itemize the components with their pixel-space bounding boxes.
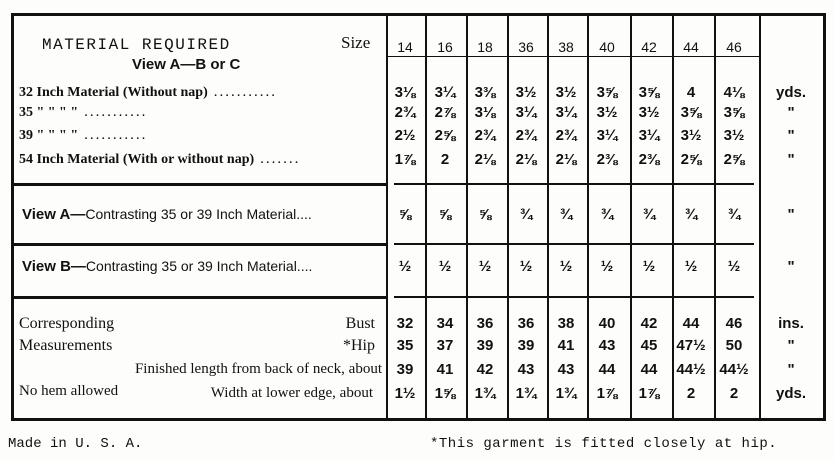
size-header-cell: 18 <box>477 39 493 55</box>
size-header-cell: 14 <box>397 39 413 55</box>
yardage-cell: 3½ <box>723 127 745 144</box>
measurement-cell: 44 <box>598 361 616 378</box>
view-a-text: Contrasting 35 or 39 Inch Material.... <box>85 206 312 222</box>
view-b-cell: ½ <box>519 258 533 275</box>
view-a-cell: ¾ <box>684 206 698 223</box>
material-row-label <box>19 85 277 100</box>
measurement-cell: 1¾ <box>555 385 577 402</box>
measurement-cell: 1⅞ <box>638 385 660 402</box>
measurement-cell: 44 <box>682 315 700 332</box>
column-divider <box>507 16 509 418</box>
unit-cell: yds. <box>775 385 806 402</box>
yardage-cell: 2¾ <box>474 127 496 144</box>
measurement-cell: 1¾ <box>515 385 537 402</box>
view-b-cell: ½ <box>642 258 656 275</box>
yardage-cell: 3½ <box>596 104 618 121</box>
unit-cell: " <box>787 127 795 144</box>
measurement-cell: 50 <box>725 337 743 354</box>
material-row-text: 39 " " " " <box>19 128 79 143</box>
leader-dots: ........... <box>84 127 148 143</box>
view-abc-heading: View A—B or C <box>132 56 241 73</box>
measurement-cell: 1⅞ <box>596 385 618 402</box>
view-a-cell: ¾ <box>642 206 656 223</box>
yardage-cell: 2⅝ <box>434 127 456 144</box>
material-row-text: 54 Inch Material (With or without nap) <box>19 152 255 167</box>
yardage-cell: 3⅛ <box>474 104 496 121</box>
unit-cell: " <box>787 104 795 121</box>
measurement-cell: 37 <box>436 337 454 354</box>
column-divider <box>425 16 427 418</box>
unit-cell: " <box>787 337 795 354</box>
yardage-cell: 2⅞ <box>434 104 456 121</box>
view-b-cell: ½ <box>727 258 741 275</box>
view-b-cell: ½ <box>684 258 698 275</box>
view-a-cell: ⅝ <box>478 206 492 223</box>
measurement-cell: 36 <box>476 315 494 332</box>
yardage-cell: 2⅝ <box>723 151 745 168</box>
view-b-cell: ½ <box>478 258 492 275</box>
yardage-cell: 2⅜ <box>638 151 660 168</box>
made-in-note: Made in U. S. A. <box>8 436 143 452</box>
yardage-cell: 3½ <box>638 104 660 121</box>
size-header-cell: 44 <box>683 39 699 55</box>
table-title: MATERIAL REQUIRED <box>42 36 231 54</box>
yardage-cell: 3⅛ <box>394 84 416 101</box>
measurement-cell: 42 <box>476 361 494 378</box>
yardage-cell: 3⅝ <box>596 84 618 101</box>
column-divider <box>714 16 716 418</box>
view-b-heading: View B— <box>22 258 86 275</box>
yardage-cell: 2⅜ <box>596 151 618 168</box>
measurement-label: Bust <box>345 315 375 332</box>
yardage-cell: 2 <box>440 151 450 168</box>
yardage-cell: 3¼ <box>434 84 456 101</box>
yardage-cell: 3¼ <box>555 104 577 121</box>
measurement-cell: 1½ <box>394 385 416 402</box>
fit-note: *This garment is fitted closely at hip. <box>430 436 778 452</box>
measurement-cell: 41 <box>557 337 575 354</box>
material-row-text: 32 Inch Material (Without nap) <box>19 85 208 100</box>
section-divider <box>394 243 754 245</box>
yardage-cell: 2⅝ <box>680 151 702 168</box>
yardage-cell: 3¼ <box>596 127 618 144</box>
unit-cell: " <box>787 361 795 378</box>
size-header-cell: 40 <box>599 39 615 55</box>
measurement-cell: 39 <box>476 337 494 354</box>
view-a-heading: View A— <box>22 206 86 223</box>
view-b-cell: ½ <box>438 258 452 275</box>
measurement-cell: 34 <box>436 315 454 332</box>
measurement-cell: 1⅝ <box>434 385 456 402</box>
yardage-cell: 3½ <box>555 84 577 101</box>
measurement-cell: 40 <box>598 315 616 332</box>
measurement-cell: 1¾ <box>474 385 496 402</box>
size-header-cell: 38 <box>558 39 574 55</box>
yardage-cell: 4⅛ <box>723 84 745 101</box>
view-a-cell: ⅝ <box>398 206 412 223</box>
column-divider <box>630 16 632 418</box>
view-b-cell: ½ <box>600 258 614 275</box>
material-row-label <box>19 128 147 143</box>
corresponding-label: Corresponding <box>19 315 115 332</box>
measurement-cell: 43 <box>598 337 616 354</box>
material-row-label <box>19 152 300 167</box>
measurement-cell: 39 <box>517 337 535 354</box>
view-a-cell: ¾ <box>727 206 741 223</box>
measurement-cell: 45 <box>640 337 658 354</box>
view-a-cell: ¾ <box>559 206 573 223</box>
measurement-cell: 43 <box>517 361 535 378</box>
leader-dots: ........... <box>84 104 148 120</box>
section-divider <box>14 243 387 246</box>
measurement-cell: 46 <box>725 315 743 332</box>
measurement-cell: 2 <box>686 385 696 402</box>
measurement-cell: 41 <box>436 361 454 378</box>
measurement-cell: 42 <box>640 315 658 332</box>
yardage-cell: 3⅝ <box>638 84 660 101</box>
column-divider <box>547 16 549 418</box>
column-divider <box>759 16 761 418</box>
column-divider <box>386 16 388 418</box>
material-row-text: 35 " " " " <box>19 105 79 120</box>
measurement-cell: 44½ <box>719 361 749 378</box>
size-header-cell: 42 <box>641 39 657 55</box>
measurement-label: *Hip <box>343 337 375 354</box>
view-b-row-label <box>22 259 312 275</box>
section-divider <box>14 296 387 299</box>
yardage-cell: 3¼ <box>515 104 537 121</box>
yardage-cell: 2⅛ <box>515 151 537 168</box>
unit-cell: " <box>787 206 795 223</box>
yardage-cell: 3¼ <box>638 127 660 144</box>
section-divider <box>14 183 387 186</box>
measurement-cell: 35 <box>396 337 414 354</box>
yardage-cell: 3½ <box>515 84 537 101</box>
yardage-cell: 3½ <box>680 127 702 144</box>
unit-cell: " <box>787 258 795 275</box>
measurement-cell: 38 <box>557 315 575 332</box>
yardage-cell: 3⅝ <box>680 104 702 121</box>
yardage-cell: 2¾ <box>394 104 416 121</box>
column-divider <box>587 16 589 418</box>
measurement-cell: 39 <box>396 361 414 378</box>
unit-cell: yds. <box>775 84 806 101</box>
view-b-cell: ½ <box>398 258 412 275</box>
size-header-cell: 16 <box>437 39 453 55</box>
section-divider <box>394 183 754 185</box>
view-b-cell: ½ <box>559 258 573 275</box>
view-a-cell: ¾ <box>519 206 533 223</box>
measurement-cell: 2 <box>729 385 739 402</box>
yardage-cell: 1⅞ <box>394 151 416 168</box>
leader-dots: ........... <box>213 84 277 100</box>
header-underline <box>386 56 759 57</box>
yardage-cell: 2¾ <box>515 127 537 144</box>
measurements-label: Measurements <box>19 337 113 354</box>
measurement-label: Width at lower edge, about <box>210 385 373 401</box>
no-hem-label: No hem allowed <box>19 383 119 399</box>
measurement-cell: 47½ <box>676 337 706 354</box>
yardage-cell: 2½ <box>394 127 416 144</box>
yardage-cell: 2⅛ <box>555 151 577 168</box>
size-header-cell: 36 <box>518 39 534 55</box>
yardage-cell: 3⅝ <box>723 104 745 121</box>
yardage-cell: 3⅜ <box>474 84 496 101</box>
measurement-cell: 43 <box>557 361 575 378</box>
measurement-cell: 44½ <box>676 361 706 378</box>
unit-cell: ins. <box>778 315 804 332</box>
column-divider <box>672 16 674 418</box>
section-divider <box>394 296 754 298</box>
leader-dots: ....... <box>260 151 301 167</box>
yardage-cell: 4 <box>686 84 696 101</box>
measurement-cell: 36 <box>517 315 535 332</box>
yardage-cell: 2⅛ <box>474 151 496 168</box>
column-divider <box>466 16 468 418</box>
view-a-row-label <box>22 207 312 223</box>
material-row-label <box>19 105 147 120</box>
view-a-cell: ⅝ <box>438 206 452 223</box>
unit-cell: " <box>787 151 795 168</box>
size-label: Size <box>341 33 371 52</box>
size-header-cell: 46 <box>726 39 742 55</box>
view-b-text: Contrasting 35 or 39 Inch Material.... <box>85 258 313 274</box>
yardage-cell: 2¾ <box>555 127 577 144</box>
view-a-cell: ¾ <box>600 206 614 223</box>
measurement-label: Finished length from back of neck, about <box>134 361 382 377</box>
measurement-cell: 32 <box>396 315 414 332</box>
measurement-cell: 44 <box>640 361 658 378</box>
